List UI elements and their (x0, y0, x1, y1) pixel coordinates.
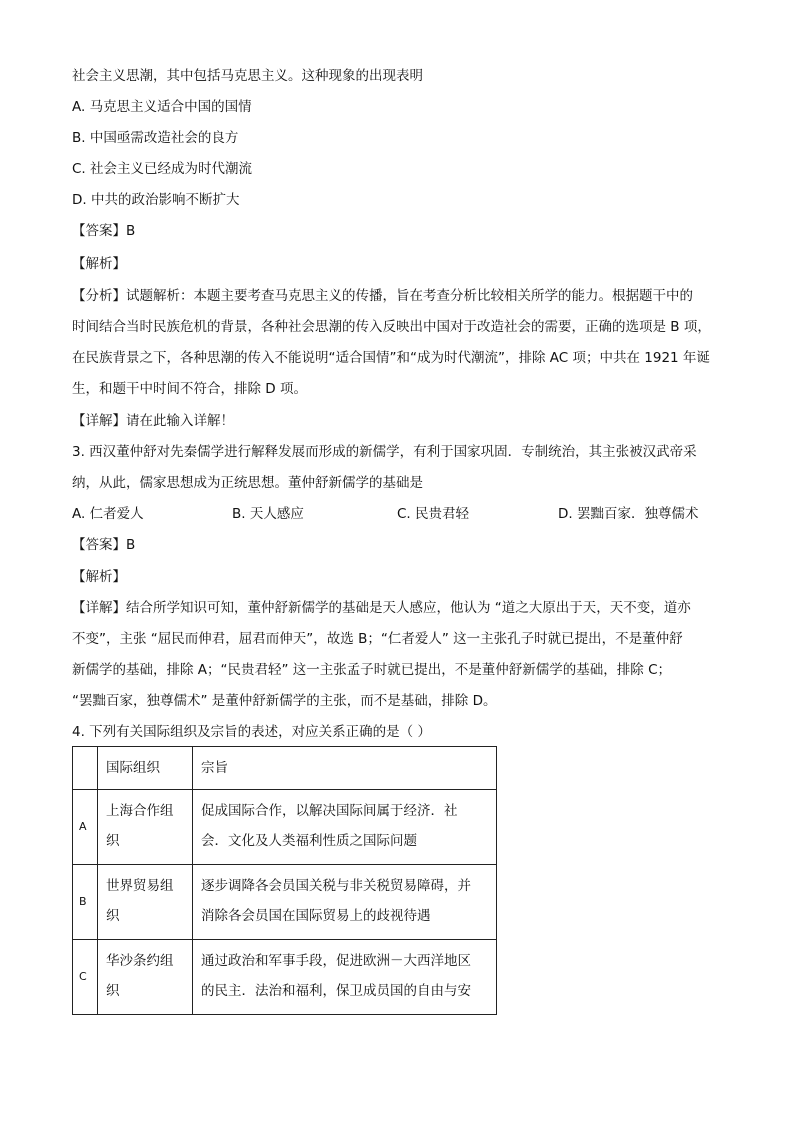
org-line: 华沙条约组 (106, 953, 174, 969)
aim-line: 促成国际合作，以解决国际间属于经济．社 (201, 803, 458, 819)
q2-option-d: D. 中共的政治影响不断扩大 (72, 192, 240, 208)
q3-detail-line: 不变”，主张 “屈民而伸君，屈君而伸天”，故选 B；“仁者爱人” 这一主张孔子时就已提出，不是董仲舒 (72, 631, 683, 647)
org-cell (98, 865, 193, 940)
q3-stem-line: 3. 西汉董仲舒对先秦儒学进行解释发展而形成的新儒学，有利于国家巩固．专制统治，其主张被汉武帝采 (72, 444, 697, 460)
org-line: 织 (106, 983, 120, 999)
q3-detail-line: 新儒学的基础，排除 A；“民贵君轻” 这一主张孟子时就已提出，不是董仲舒新儒学的基础，排除 C； (72, 662, 672, 678)
org-line: 世界贸易组 (106, 878, 174, 894)
table-header-cell (73, 747, 98, 790)
q3-detail-line: “罢黜百家，独尊儒术” 是董仲舒新儒学的主张，而不是基础，排除 D。 (72, 693, 497, 709)
q3-option-b: B. 天人感应 (232, 506, 304, 522)
table-row (73, 865, 497, 940)
aim-line: 逐步调降各会员国关税与非关税贸易障碍，并 (201, 878, 471, 894)
q2-analysis-line: 在民族背景之下，各种思潮的传入不能说明“适合国情”和“成为时代潮流”，排除 AC 项；中共在 1921 年诞 (72, 350, 710, 366)
row-label: B (73, 865, 98, 940)
aim-line: 会．文化及人类福利性质之国际问题 (201, 833, 417, 849)
aim-line: 的民主．法治和福利，保卫成员国的自由与安 (201, 983, 471, 999)
aim-line: 通过政治和军事手段，促进欧洲－大西洋地区 (201, 953, 471, 969)
q3-option-c: C. 民贵君轻 (397, 506, 470, 522)
aim-cell (193, 940, 497, 1015)
table-row (73, 790, 497, 865)
q4-table (72, 746, 497, 1015)
org-cell (98, 790, 193, 865)
org-cell (98, 940, 193, 1015)
aim-cell (193, 865, 497, 940)
q3-options-row (72, 504, 698, 524)
aim-cell (193, 790, 497, 865)
row-label: A (73, 790, 98, 865)
org-line: 织 (106, 833, 120, 849)
q2-option-b: B. 中国亟需改造社会的良方 (72, 130, 239, 146)
table-row (73, 940, 497, 1015)
aim-line: 消除各会员国在国际贸易上的歧视待遇 (201, 908, 431, 924)
q3-option-d: D. 罢黜百家．独尊儒术 (558, 506, 699, 522)
table-header-row (73, 747, 497, 790)
q2-option-a: A. 马克思主义适合中国的国情 (72, 99, 252, 115)
table-header-cell: 国际组织 (98, 747, 193, 790)
org-line: 上海合作组 (106, 803, 174, 819)
table-header-cell: 宗旨 (193, 747, 497, 790)
q2-detail: 【详解】请在此输入详解！ (72, 413, 234, 429)
q3-stem-line: 纳，从此，儒家思想成为正统思想。董仲舒新儒学的基础是 (72, 475, 423, 491)
q2-analysis-title: 【解析】 (72, 256, 126, 272)
q3-answer: 【答案】B (72, 537, 136, 553)
q2-analysis-line: 【分析】试题解析：本题主要考查马克思主义的传播，旨在考查分析比较相关所学的能力。根据题干中的 (72, 288, 693, 304)
row-label: C (73, 940, 98, 1015)
q2-analysis-line: 时间结合当时民族危机的背景，各种社会思潮的传入反映出中国对于改造社会的需要，正确的选项是 B 项， (72, 319, 711, 335)
q3-analysis-title: 【解析】 (72, 569, 126, 585)
org-line: 织 (106, 908, 120, 924)
q2-analysis-line: 生，和题干中时间不符合，排除 D 项。 (72, 381, 307, 397)
q2-option-c: C. 社会主义已经成为时代潮流 (72, 161, 253, 177)
q3-detail-line: 【详解】结合所学知识可知，董仲舒新儒学的基础是天人感应，他认为 “道之大原出于天，天不变，道亦 (72, 600, 691, 616)
q3-option-a: A. 仁者爱人 (72, 506, 144, 522)
q4-stem: 4. 下列有关国际组织及宗旨的表述，对应关系正确的是（ ） (72, 724, 431, 740)
q2-stem-end: 社会主义思潮，其中包括马克思主义。这种现象的出现表明 (72, 68, 423, 84)
q2-answer: 【答案】B (72, 223, 136, 239)
